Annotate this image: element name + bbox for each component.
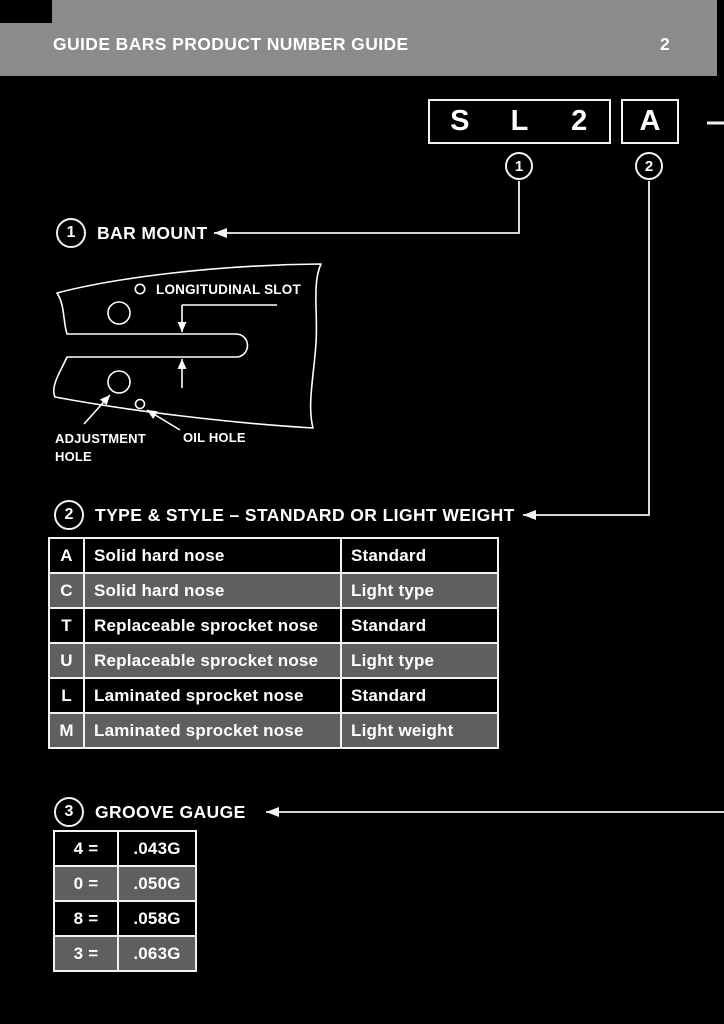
- section-title-type-style: TYPE & STYLE – STANDARD OR LIGHT WEIGHT: [95, 504, 515, 525]
- type-desc: Replaceable sprocket nose: [84, 608, 341, 643]
- table-row: [49, 538, 498, 573]
- section-title-groove-gauge: GROOVE GAUGE: [95, 801, 246, 822]
- table-row: [49, 643, 498, 678]
- bar-mount-diagram: [50, 255, 340, 470]
- code-letter-a: A: [639, 105, 661, 137]
- table-row: [54, 866, 196, 901]
- code-callout-badge-2: 2: [635, 152, 663, 180]
- header-corner-notch: [0, 0, 52, 23]
- gauge-digit: 3 =: [54, 936, 118, 971]
- table-row: [54, 936, 196, 971]
- page-title: GUIDE BARS PRODUCT NUMBER GUIDE: [53, 34, 409, 54]
- section-badge-2: 2: [54, 500, 84, 530]
- type-style: Light weight: [341, 713, 498, 748]
- gauge-value: .058G: [118, 901, 196, 936]
- label-oil-hole: OIL HOLE: [183, 430, 246, 445]
- type-code: T: [49, 608, 84, 643]
- table-row: [54, 831, 196, 866]
- section-heading-groove-gauge: [54, 797, 246, 827]
- type-code: C: [49, 573, 84, 608]
- section-badge-1: 1: [56, 218, 86, 248]
- type-desc: Replaceable sprocket nose: [84, 643, 341, 678]
- type-desc: Solid hard nose: [84, 538, 341, 573]
- code-callout-badge-1: 1: [505, 152, 533, 180]
- gauge-digit: 4 =: [54, 831, 118, 866]
- code-letter-s: S: [450, 105, 470, 137]
- product-code-box-a: [621, 99, 679, 144]
- upper-mount-hole: [108, 302, 130, 324]
- label-longitudinal-slot: LONGITUDINAL SLOT: [156, 282, 301, 297]
- product-code-box-sl2: [428, 99, 611, 144]
- groove-gauge-table: [53, 830, 197, 972]
- gauge-value: .050G: [118, 866, 196, 901]
- table-row: [49, 678, 498, 713]
- gauge-value: .063G: [118, 936, 196, 971]
- type-style: Standard: [341, 678, 498, 713]
- type-desc: Laminated sprocket nose: [84, 713, 341, 748]
- section-heading-type-style: [54, 500, 515, 530]
- page-number: 2: [660, 34, 670, 54]
- adjustment-hole: [108, 371, 130, 393]
- type-code: L: [49, 678, 84, 713]
- table-row: [49, 713, 498, 748]
- type-code: A: [49, 538, 84, 573]
- type-desc: Solid hard nose: [84, 573, 341, 608]
- small-top-hole: [135, 284, 144, 293]
- code-letter-l: L: [510, 105, 529, 137]
- label-adjustment-hole: ADJUSTMENT HOLE: [55, 431, 146, 464]
- adjustment-hole-arrow: [84, 395, 110, 424]
- table-row: [54, 901, 196, 936]
- type-code: M: [49, 713, 84, 748]
- gauge-value: .043G: [118, 831, 196, 866]
- section-badge-3: 3: [54, 797, 84, 827]
- type-style: Light type: [341, 573, 498, 608]
- type-style: Standard: [341, 608, 498, 643]
- header-bar: [0, 0, 717, 76]
- type-style-table: [48, 537, 499, 749]
- section-title-bar-mount: BAR MOUNT: [97, 222, 208, 243]
- gauge-digit: 8 =: [54, 901, 118, 936]
- type-code: U: [49, 643, 84, 678]
- oil-hole: [136, 400, 145, 409]
- gauge-digit: 0 =: [54, 866, 118, 901]
- table-row: [49, 573, 498, 608]
- type-style: Standard: [341, 538, 498, 573]
- type-style: Light type: [341, 643, 498, 678]
- code-letter-2: 2: [571, 105, 588, 137]
- section-heading-bar-mount: [56, 218, 208, 248]
- table-row: [49, 608, 498, 643]
- type-desc: Laminated sprocket nose: [84, 678, 341, 713]
